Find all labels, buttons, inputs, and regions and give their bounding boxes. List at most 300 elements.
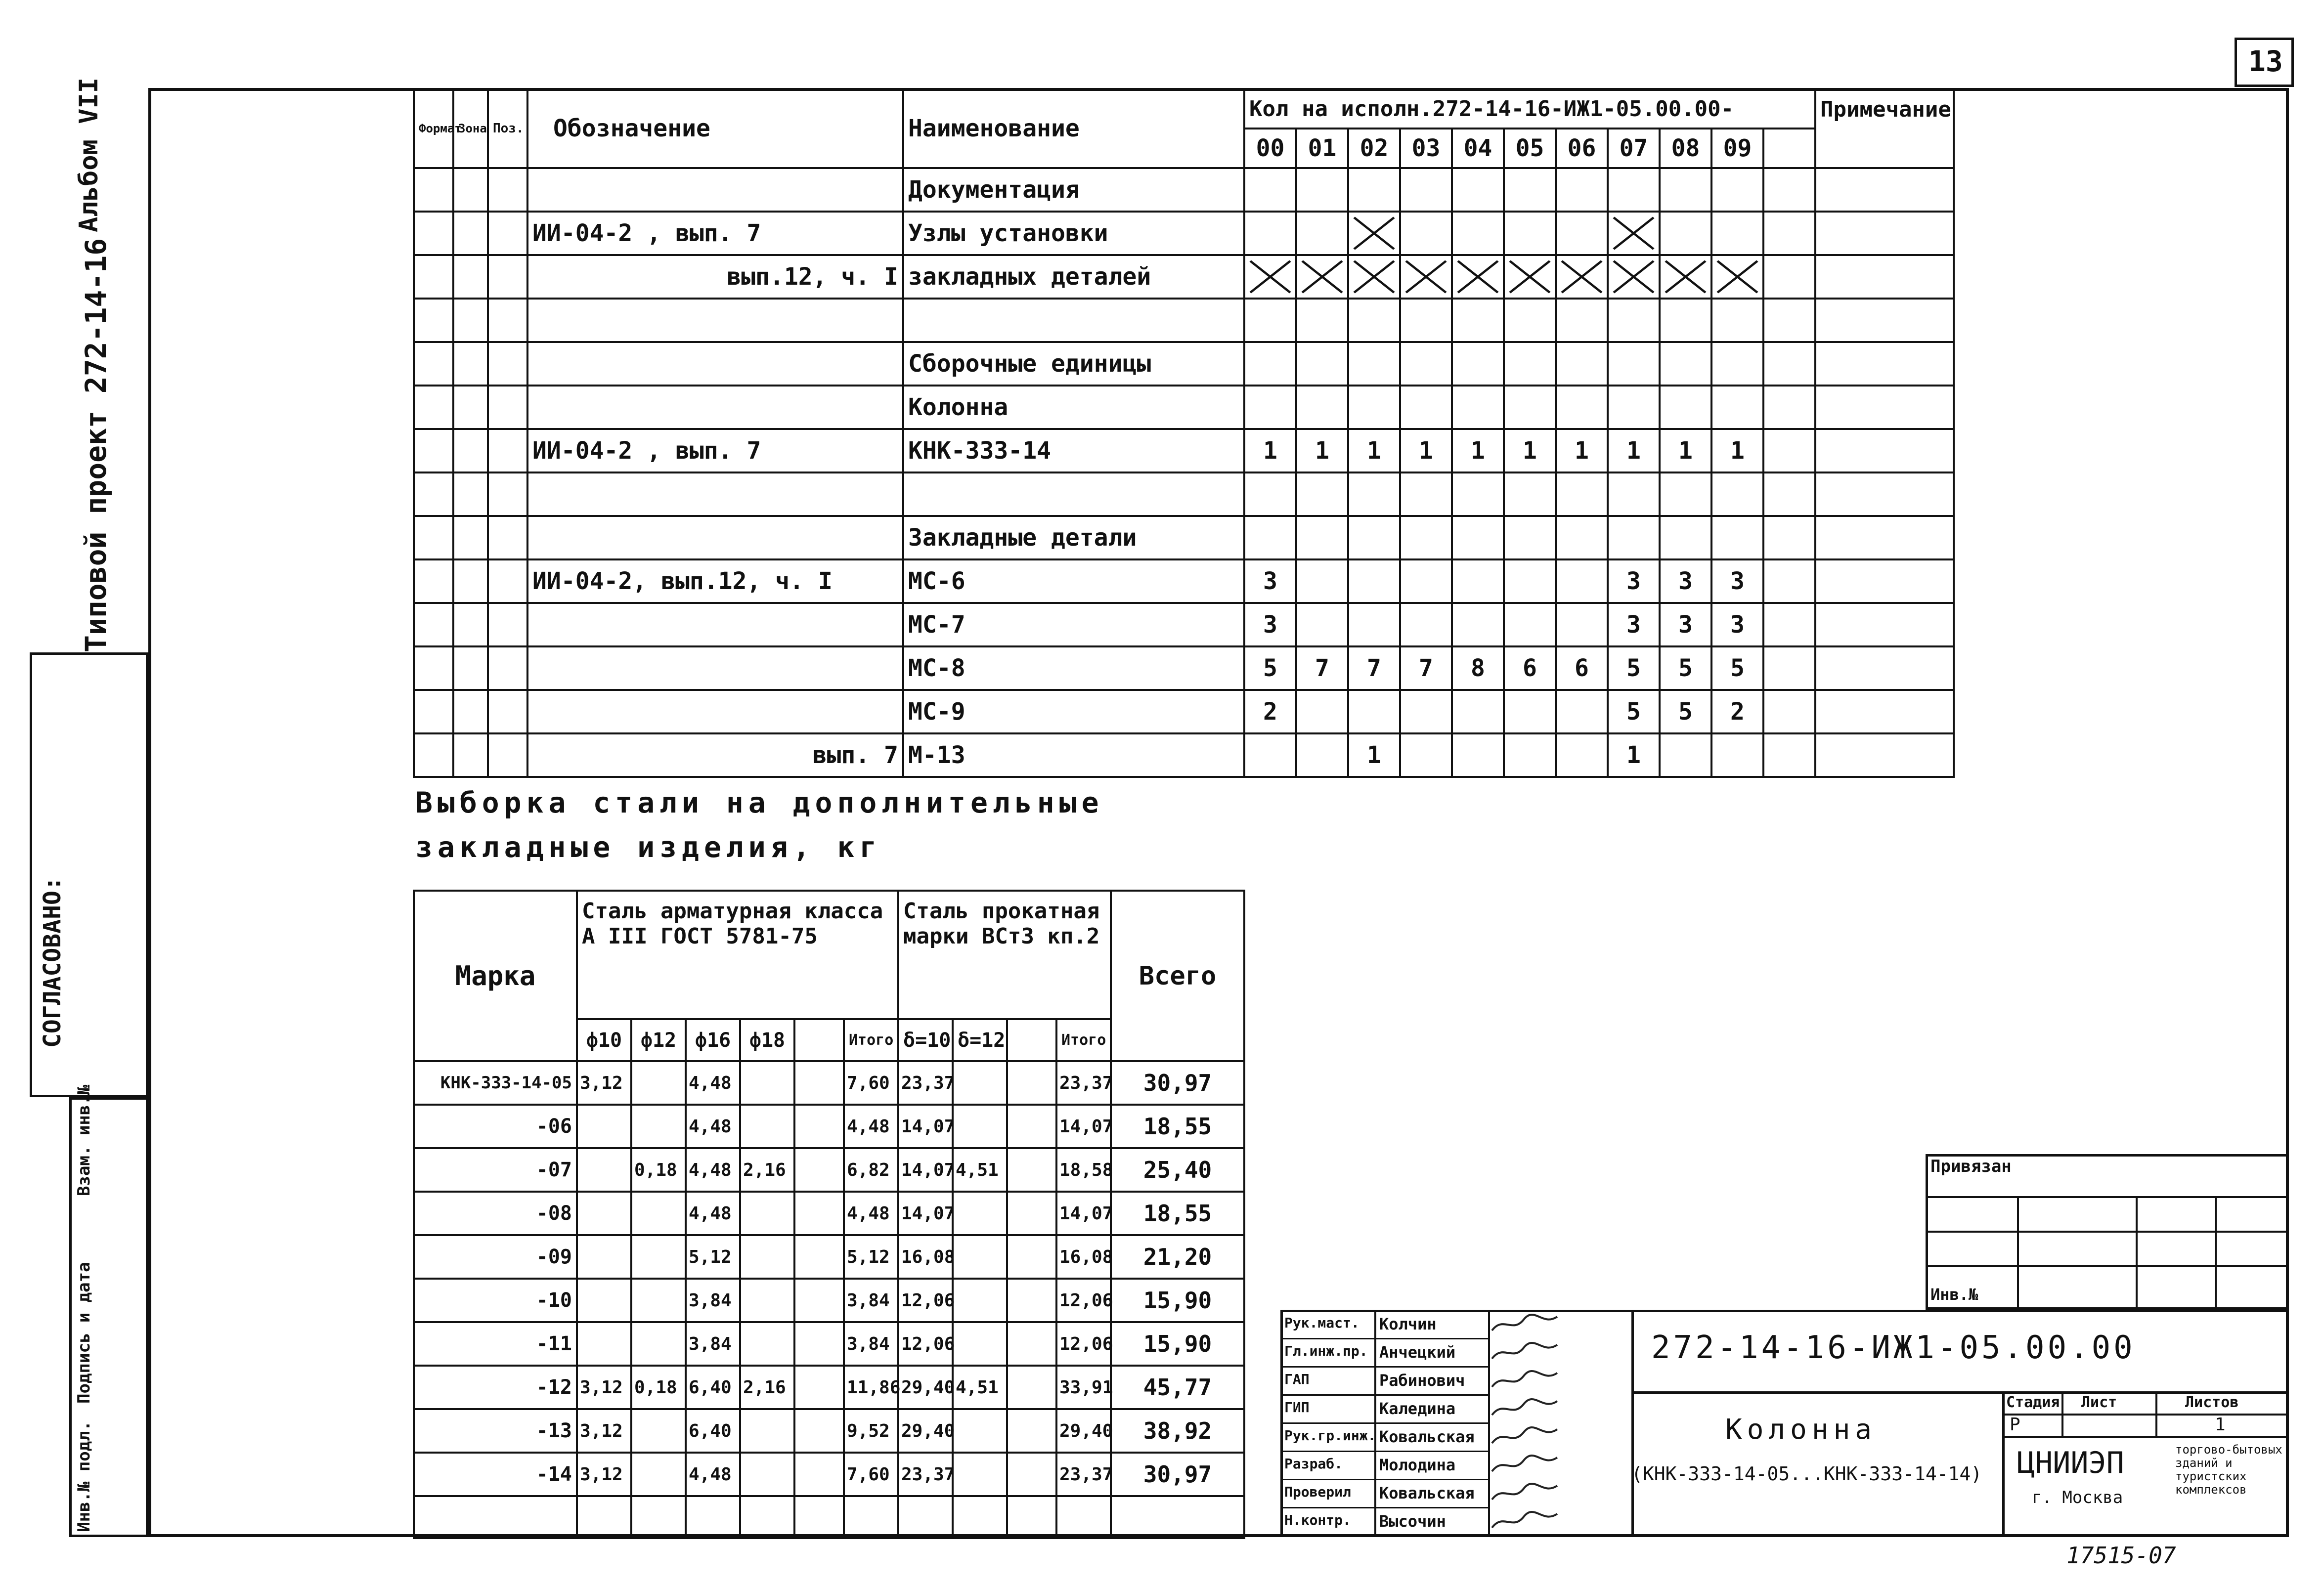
spec-qty-cell: 3	[1711, 559, 1763, 603]
spec-zone-cell	[453, 386, 488, 429]
steel-value-cell	[740, 1061, 794, 1105]
steel-empty-cell	[1007, 1496, 1056, 1538]
side-label-replace: Взам. инв.№	[74, 1084, 94, 1196]
spec-qty-cell	[1711, 212, 1763, 255]
spec-row	[414, 299, 1954, 342]
spec-qty-cell	[1348, 603, 1400, 646]
spec-qty-cell	[1556, 733, 1608, 777]
steel-total-cell: 38,92	[1111, 1409, 1244, 1453]
spec-row	[414, 733, 1954, 777]
spec-qty-cell	[1556, 168, 1608, 212]
spec-pos-cell	[488, 690, 527, 733]
steel-value-cell: 33,91	[1056, 1366, 1111, 1409]
steel-value-cell: 3,12	[577, 1409, 631, 1453]
spec-format-cell	[414, 255, 453, 299]
tied-line-2	[1926, 1231, 2289, 1233]
spec-designation-cell: вып.12, ч. I	[527, 255, 903, 299]
spec-qty-cell: 1	[1400, 429, 1452, 472]
steel-value-cell	[631, 1235, 686, 1279]
spec-designation-cell: вып. 7	[527, 733, 903, 777]
spec-row	[414, 559, 1954, 603]
spec-format-cell	[414, 342, 453, 386]
spec-qty-cell	[1452, 690, 1504, 733]
side-label-inv: Инв.№ подл.	[74, 1420, 94, 1532]
spec-qty-cell	[1244, 472, 1296, 516]
stamp-stage-line-1	[2002, 1414, 2289, 1416]
spec-name-cell: МС-8	[903, 646, 1244, 690]
steel-row	[414, 1453, 1244, 1496]
spec-designation-cell	[527, 646, 903, 690]
stamp-role-line	[1280, 1507, 1488, 1508]
spec-qty-cell	[1452, 472, 1504, 516]
spec-qty-cell	[1244, 386, 1296, 429]
spec-qty-cell	[1296, 168, 1348, 212]
steel-col-d12: δ=12	[953, 1019, 1007, 1061]
spec-pos-cell	[488, 386, 527, 429]
note-empty	[1815, 129, 1954, 168]
steel-row	[414, 1322, 1244, 1366]
stamp-role: Разраб.	[1284, 1456, 1343, 1472]
spec-zone-cell	[453, 646, 488, 690]
spec-extra-cell	[1763, 255, 1815, 299]
stamp-stage-line-2	[2002, 1436, 2289, 1438]
spec-name-cell	[903, 299, 1244, 342]
steel-mark-cell: -06	[414, 1105, 577, 1148]
spec-format-cell	[414, 168, 453, 212]
spec-qty-cell	[1400, 516, 1452, 559]
spec-qty-cell	[1660, 168, 1711, 212]
stamp-role: Проверил	[1284, 1484, 1351, 1500]
steel-value-cell	[1007, 1235, 1056, 1279]
stamp-title: Колонна	[1725, 1414, 1877, 1446]
archive-number: 17515-07	[2066, 1542, 2176, 1569]
spec-format-cell	[414, 733, 453, 777]
spec-qty-cell: 3	[1608, 603, 1660, 646]
stamp-role-line	[1280, 1338, 1488, 1339]
spec-name-cell: М-13	[903, 733, 1244, 777]
spec-name-cell: Сборочные единицы	[903, 342, 1244, 386]
steel-value-cell	[953, 1061, 1007, 1105]
steel-value-cell: 5,12	[844, 1235, 898, 1279]
spec-qty-cell: 1	[1608, 429, 1660, 472]
spec-qty-cell	[1711, 386, 1763, 429]
stamp-sheet-label: Лист	[2081, 1394, 2117, 1411]
spec-pos-cell	[488, 299, 527, 342]
spec-qty-cell: 1	[1348, 429, 1400, 472]
steel-col-f18: ф18	[740, 1019, 794, 1061]
tied-label: Привязан	[1930, 1157, 2012, 1176]
steel-total-cell: 30,97	[1111, 1453, 1244, 1496]
steel-value-cell	[740, 1192, 794, 1235]
steel-value-cell: 14,07	[898, 1105, 953, 1148]
cross-mark	[1504, 255, 1556, 299]
steel-value-cell	[577, 1279, 631, 1322]
steel-mark-cell: -07	[414, 1148, 577, 1192]
steel-empty-cell	[953, 1496, 1007, 1538]
spec-row	[414, 342, 1954, 386]
spec-qty-cell	[1296, 386, 1348, 429]
stamp-person: Высочин	[1379, 1512, 1446, 1531]
spec-qty-cell	[1504, 342, 1556, 386]
stamp-org: ЦНИИЭП	[2017, 1446, 2124, 1480]
spec-qty-cell	[1400, 472, 1452, 516]
spec-qty-cell	[1608, 342, 1660, 386]
steel-value-cell: 16,08	[1056, 1235, 1111, 1279]
header-qty: Кол на исполн.272-14-16-ИЖ1-05.00.00-	[1244, 89, 1815, 129]
spec-qty-cell	[1556, 690, 1608, 733]
sheet-number: 13	[2248, 44, 2283, 78]
spec-qty-cell: 3	[1244, 559, 1296, 603]
stamp-role-line	[1280, 1422, 1488, 1424]
header-zone: Зона	[453, 89, 488, 168]
spec-name-cell	[903, 472, 1244, 516]
spec-qty-cell	[1296, 690, 1348, 733]
variant-00: 00	[1244, 129, 1296, 168]
spec-qty-cell: 3	[1608, 559, 1660, 603]
spec-qty-cell	[1296, 299, 1348, 342]
spec-row	[414, 603, 1954, 646]
steel-value-cell	[953, 1105, 1007, 1148]
spec-qty-cell	[1400, 603, 1452, 646]
spec-qty-cell	[1504, 386, 1556, 429]
spec-note-cell	[1815, 342, 1954, 386]
stamp-role: Рук.гр.инж.	[1284, 1427, 1376, 1444]
spec-note-cell	[1815, 690, 1954, 733]
spec-name-cell: МС-9	[903, 690, 1244, 733]
spec-qty-cell	[1400, 733, 1452, 777]
steel-value-cell: 4,48	[686, 1453, 740, 1496]
steel-value-cell	[1007, 1322, 1056, 1366]
spec-qty-cell	[1660, 299, 1711, 342]
spec-qty-cell	[1400, 212, 1452, 255]
spec-pos-cell	[488, 429, 527, 472]
spec-zone-cell	[453, 559, 488, 603]
spec-qty-cell	[1400, 690, 1452, 733]
steel-value-cell: 23,37	[898, 1453, 953, 1496]
spec-qty-cell: 1	[1296, 429, 1348, 472]
spec-row	[414, 429, 1954, 472]
spec-note-cell	[1815, 299, 1954, 342]
spec-extra-cell	[1763, 690, 1815, 733]
spec-qty-cell	[1504, 299, 1556, 342]
spec-qty-cell: 7	[1400, 646, 1452, 690]
spec-qty-cell	[1504, 516, 1556, 559]
spec-row	[414, 168, 1954, 212]
spec-qty-cell	[1608, 386, 1660, 429]
spec-pos-cell	[488, 516, 527, 559]
steel-value-cell: 12,06	[898, 1279, 953, 1322]
steel-empty-cell	[577, 1496, 631, 1538]
spec-qty-cell	[1504, 168, 1556, 212]
steel-value-cell	[1007, 1061, 1056, 1105]
steel-value-cell: 5,12	[686, 1235, 740, 1279]
spec-qty-cell: 3	[1660, 603, 1711, 646]
spec-qty-cell	[1296, 212, 1348, 255]
spec-name-cell: Узлы установки	[903, 212, 1244, 255]
steel-mark-cell: -10	[414, 1279, 577, 1322]
spec-extra-cell	[1763, 342, 1815, 386]
spec-zone-cell	[453, 299, 488, 342]
steel-row	[414, 1279, 1244, 1322]
stamp-person: Каледина	[1379, 1399, 1456, 1418]
steel-value-cell	[740, 1453, 794, 1496]
steel-header-rolled: Сталь прокатная марки ВСт3 кп.2	[898, 891, 1111, 1019]
steel-empty-cell	[740, 1496, 794, 1538]
spec-designation-cell	[527, 472, 903, 516]
spec-extra-cell	[1763, 212, 1815, 255]
tied-vline-1	[2017, 1196, 2019, 1310]
steel-value-cell: 0,18	[631, 1148, 686, 1192]
steel-value-cell	[631, 1409, 686, 1453]
spec-qty-cell	[1244, 516, 1296, 559]
spec-qty-cell	[1608, 168, 1660, 212]
steel-value-cell	[794, 1409, 844, 1453]
spec-name-cell: Закладные детали	[903, 516, 1244, 559]
spec-note-cell	[1815, 646, 1954, 690]
spec-zone-cell	[453, 472, 488, 516]
steel-value-cell	[1007, 1105, 1056, 1148]
spec-designation-cell	[527, 516, 903, 559]
spec-qty-cell	[1244, 168, 1296, 212]
spec-qty-cell	[1452, 342, 1504, 386]
spec-extra-cell	[1763, 516, 1815, 559]
spec-qty-cell	[1400, 168, 1452, 212]
steel-empty-cell	[794, 1496, 844, 1538]
steel-value-cell	[794, 1235, 844, 1279]
steel-value-cell: 3,12	[577, 1453, 631, 1496]
steel-mark-cell: -13	[414, 1409, 577, 1453]
spec-name-cell: МС-7	[903, 603, 1244, 646]
spec-qty-cell	[1400, 342, 1452, 386]
steel-empty-row	[414, 1496, 1244, 1538]
variant-09: 09	[1711, 129, 1763, 168]
spec-zone-cell	[453, 733, 488, 777]
stamp-stage-label: Стадия	[2006, 1394, 2060, 1411]
steel-value-cell	[740, 1409, 794, 1453]
project-label: Типовой проект 272-14-16	[79, 238, 113, 652]
cross-mark	[1348, 212, 1400, 255]
spec-format-cell	[414, 559, 453, 603]
spec-qty-cell	[1348, 299, 1400, 342]
spec-qty-cell	[1452, 516, 1504, 559]
spec-zone-cell	[453, 255, 488, 299]
steel-value-cell: 11,86	[844, 1366, 898, 1409]
steel-value-cell: 18,58	[1056, 1148, 1111, 1192]
spec-qty-cell	[1244, 733, 1296, 777]
spec-designation-cell: ИИ-04-2 , вып. 7	[527, 212, 903, 255]
variant-08: 08	[1660, 129, 1711, 168]
variant-07: 07	[1608, 129, 1660, 168]
spec-qty-cell: 8	[1452, 646, 1504, 690]
spec-qty-cell	[1556, 212, 1608, 255]
stamp-org-desc: торгово-бытовых зданий и туристских комплексов	[2175, 1443, 2282, 1497]
spec-qty-cell	[1296, 559, 1348, 603]
spec-qty-cell	[1711, 516, 1763, 559]
spec-qty-cell	[1452, 603, 1504, 646]
spec-name-cell: Колонна	[903, 386, 1244, 429]
cross-mark	[1556, 255, 1608, 299]
specification-table	[413, 88, 1955, 778]
signature-scribble	[1488, 1396, 1562, 1421]
spec-format-cell	[414, 299, 453, 342]
spec-designation-cell: ИИ-04-2 , вып. 7	[527, 429, 903, 472]
spec-zone-cell	[453, 690, 488, 733]
cross-mark	[1711, 255, 1763, 299]
spec-note-cell	[1815, 559, 1954, 603]
spec-extra-cell	[1763, 603, 1815, 646]
signature-scribble	[1488, 1424, 1562, 1449]
steel-value-cell	[1007, 1192, 1056, 1235]
spec-qty-cell	[1660, 472, 1711, 516]
steel-value-cell: 3,84	[844, 1279, 898, 1322]
steel-value-cell	[577, 1192, 631, 1235]
spec-qty-cell	[1556, 603, 1608, 646]
variant-06: 06	[1556, 129, 1608, 168]
signature-scribble	[1488, 1453, 1562, 1477]
steel-value-cell: 3,84	[686, 1279, 740, 1322]
steel-value-cell	[794, 1192, 844, 1235]
steel-table	[413, 890, 1245, 1539]
steel-empty-cell	[844, 1496, 898, 1538]
steel-value-cell	[577, 1148, 631, 1192]
spec-qty-cell	[1452, 168, 1504, 212]
spec-zone-cell	[453, 603, 488, 646]
spec-qty-cell: 5	[1711, 646, 1763, 690]
stamp-role-line	[1280, 1394, 1488, 1396]
spec-note-cell	[1815, 212, 1954, 255]
spec-qty-cell	[1400, 559, 1452, 603]
spec-qty-cell	[1660, 212, 1711, 255]
spec-qty-cell	[1452, 299, 1504, 342]
spec-qty-cell: 5	[1660, 646, 1711, 690]
spec-qty-cell	[1660, 516, 1711, 559]
spec-qty-cell	[1556, 472, 1608, 516]
spec-qty-cell: 3	[1711, 603, 1763, 646]
spec-row	[414, 472, 1954, 516]
spec-qty-cell	[1504, 690, 1556, 733]
spec-row	[414, 646, 1954, 690]
tied-line-3	[1926, 1265, 2289, 1267]
steel-value-cell	[631, 1192, 686, 1235]
steel-value-cell	[577, 1235, 631, 1279]
stamp-person: Рабинович	[1379, 1371, 1465, 1390]
steel-empty-cell	[414, 1496, 577, 1538]
spec-designation-cell	[527, 168, 903, 212]
spec-zone-cell	[453, 212, 488, 255]
steel-total-cell: 30,97	[1111, 1061, 1244, 1105]
spec-qty-cell	[1348, 342, 1400, 386]
steel-col-f10: ф10	[577, 1019, 631, 1061]
steel-value-cell: 14,07	[898, 1192, 953, 1235]
steel-value-cell: 6,40	[686, 1366, 740, 1409]
steel-value-cell: 29,40	[898, 1366, 953, 1409]
variant-01: 01	[1296, 129, 1348, 168]
spec-qty-cell	[1452, 212, 1504, 255]
spec-pos-cell	[488, 603, 527, 646]
spec-note-cell	[1815, 429, 1954, 472]
steel-value-cell: 23,37	[1056, 1453, 1111, 1496]
tied-vline-2	[2136, 1196, 2138, 1310]
steel-value-cell: 3,12	[577, 1366, 631, 1409]
steel-value-cell: 3,84	[686, 1322, 740, 1366]
header-format: Формат	[414, 89, 453, 168]
spec-qty-cell	[1400, 386, 1452, 429]
steel-value-cell	[953, 1192, 1007, 1235]
spec-qty-cell: 1	[1452, 429, 1504, 472]
steel-row	[414, 1409, 1244, 1453]
spec-qty-cell	[1711, 472, 1763, 516]
spec-designation-cell	[527, 386, 903, 429]
spec-note-cell	[1815, 603, 1954, 646]
spec-row	[414, 386, 1954, 429]
spec-qty-cell	[1608, 516, 1660, 559]
spec-format-cell	[414, 212, 453, 255]
spec-qty-cell: 7	[1348, 646, 1400, 690]
spec-qty-cell	[1348, 386, 1400, 429]
steel-value-cell	[1007, 1279, 1056, 1322]
spec-qty-cell: 2	[1244, 690, 1296, 733]
spec-designation-cell	[527, 342, 903, 386]
steel-value-cell	[740, 1235, 794, 1279]
signature-scribble	[1488, 1509, 1562, 1534]
spec-note-cell	[1815, 733, 1954, 777]
steel-header-mark: Марка	[414, 891, 577, 1061]
spec-extra-cell	[1763, 299, 1815, 342]
spec-note-cell	[1815, 255, 1954, 299]
steel-col-d10: δ=10	[898, 1019, 953, 1061]
variant-05: 05	[1504, 129, 1556, 168]
steel-total-cell: 45,77	[1111, 1366, 1244, 1409]
stamp-role: ГИП	[1284, 1399, 1310, 1416]
spec-qty-cell	[1660, 386, 1711, 429]
stamp-role-line	[1280, 1535, 1488, 1537]
steel-col-rolled-blank	[1007, 1019, 1056, 1061]
spec-qty-cell	[1556, 559, 1608, 603]
steel-col-blank	[794, 1019, 844, 1061]
spec-qty-cell: 1	[1504, 429, 1556, 472]
steel-empty-cell	[631, 1496, 686, 1538]
cross-mark	[1348, 255, 1400, 299]
album-label: Альбом VII	[74, 77, 104, 232]
spec-qty-cell	[1660, 733, 1711, 777]
spec-qty-cell: 5	[1608, 646, 1660, 690]
spec-qty-cell	[1504, 733, 1556, 777]
steel-value-cell: 4,48	[686, 1148, 740, 1192]
stamp-role-line	[1280, 1366, 1488, 1368]
spec-qty-cell	[1348, 559, 1400, 603]
spec-qty-cell	[1711, 342, 1763, 386]
steel-total-cell: 18,55	[1111, 1192, 1244, 1235]
spec-row	[414, 516, 1954, 559]
spec-name-cell: МС-6	[903, 559, 1244, 603]
spec-qty-cell: 1	[1660, 429, 1711, 472]
signature-scribble	[1488, 1481, 1562, 1505]
steel-value-cell	[577, 1322, 631, 1366]
steel-empty-cell	[1056, 1496, 1111, 1538]
variant-04: 04	[1452, 129, 1504, 168]
steel-header-total: Всего	[1111, 891, 1244, 1061]
spec-extra-cell	[1763, 472, 1815, 516]
spec-qty-cell	[1711, 733, 1763, 777]
stamp-person: Ковальская	[1379, 1427, 1475, 1446]
steel-empty-cell	[1111, 1496, 1244, 1538]
spec-qty-cell	[1660, 342, 1711, 386]
spec-qty-cell: 5	[1608, 690, 1660, 733]
cross-mark	[1296, 255, 1348, 299]
steel-value-cell	[953, 1235, 1007, 1279]
spec-qty-cell	[1504, 559, 1556, 603]
steel-value-cell: 4,48	[844, 1105, 898, 1148]
